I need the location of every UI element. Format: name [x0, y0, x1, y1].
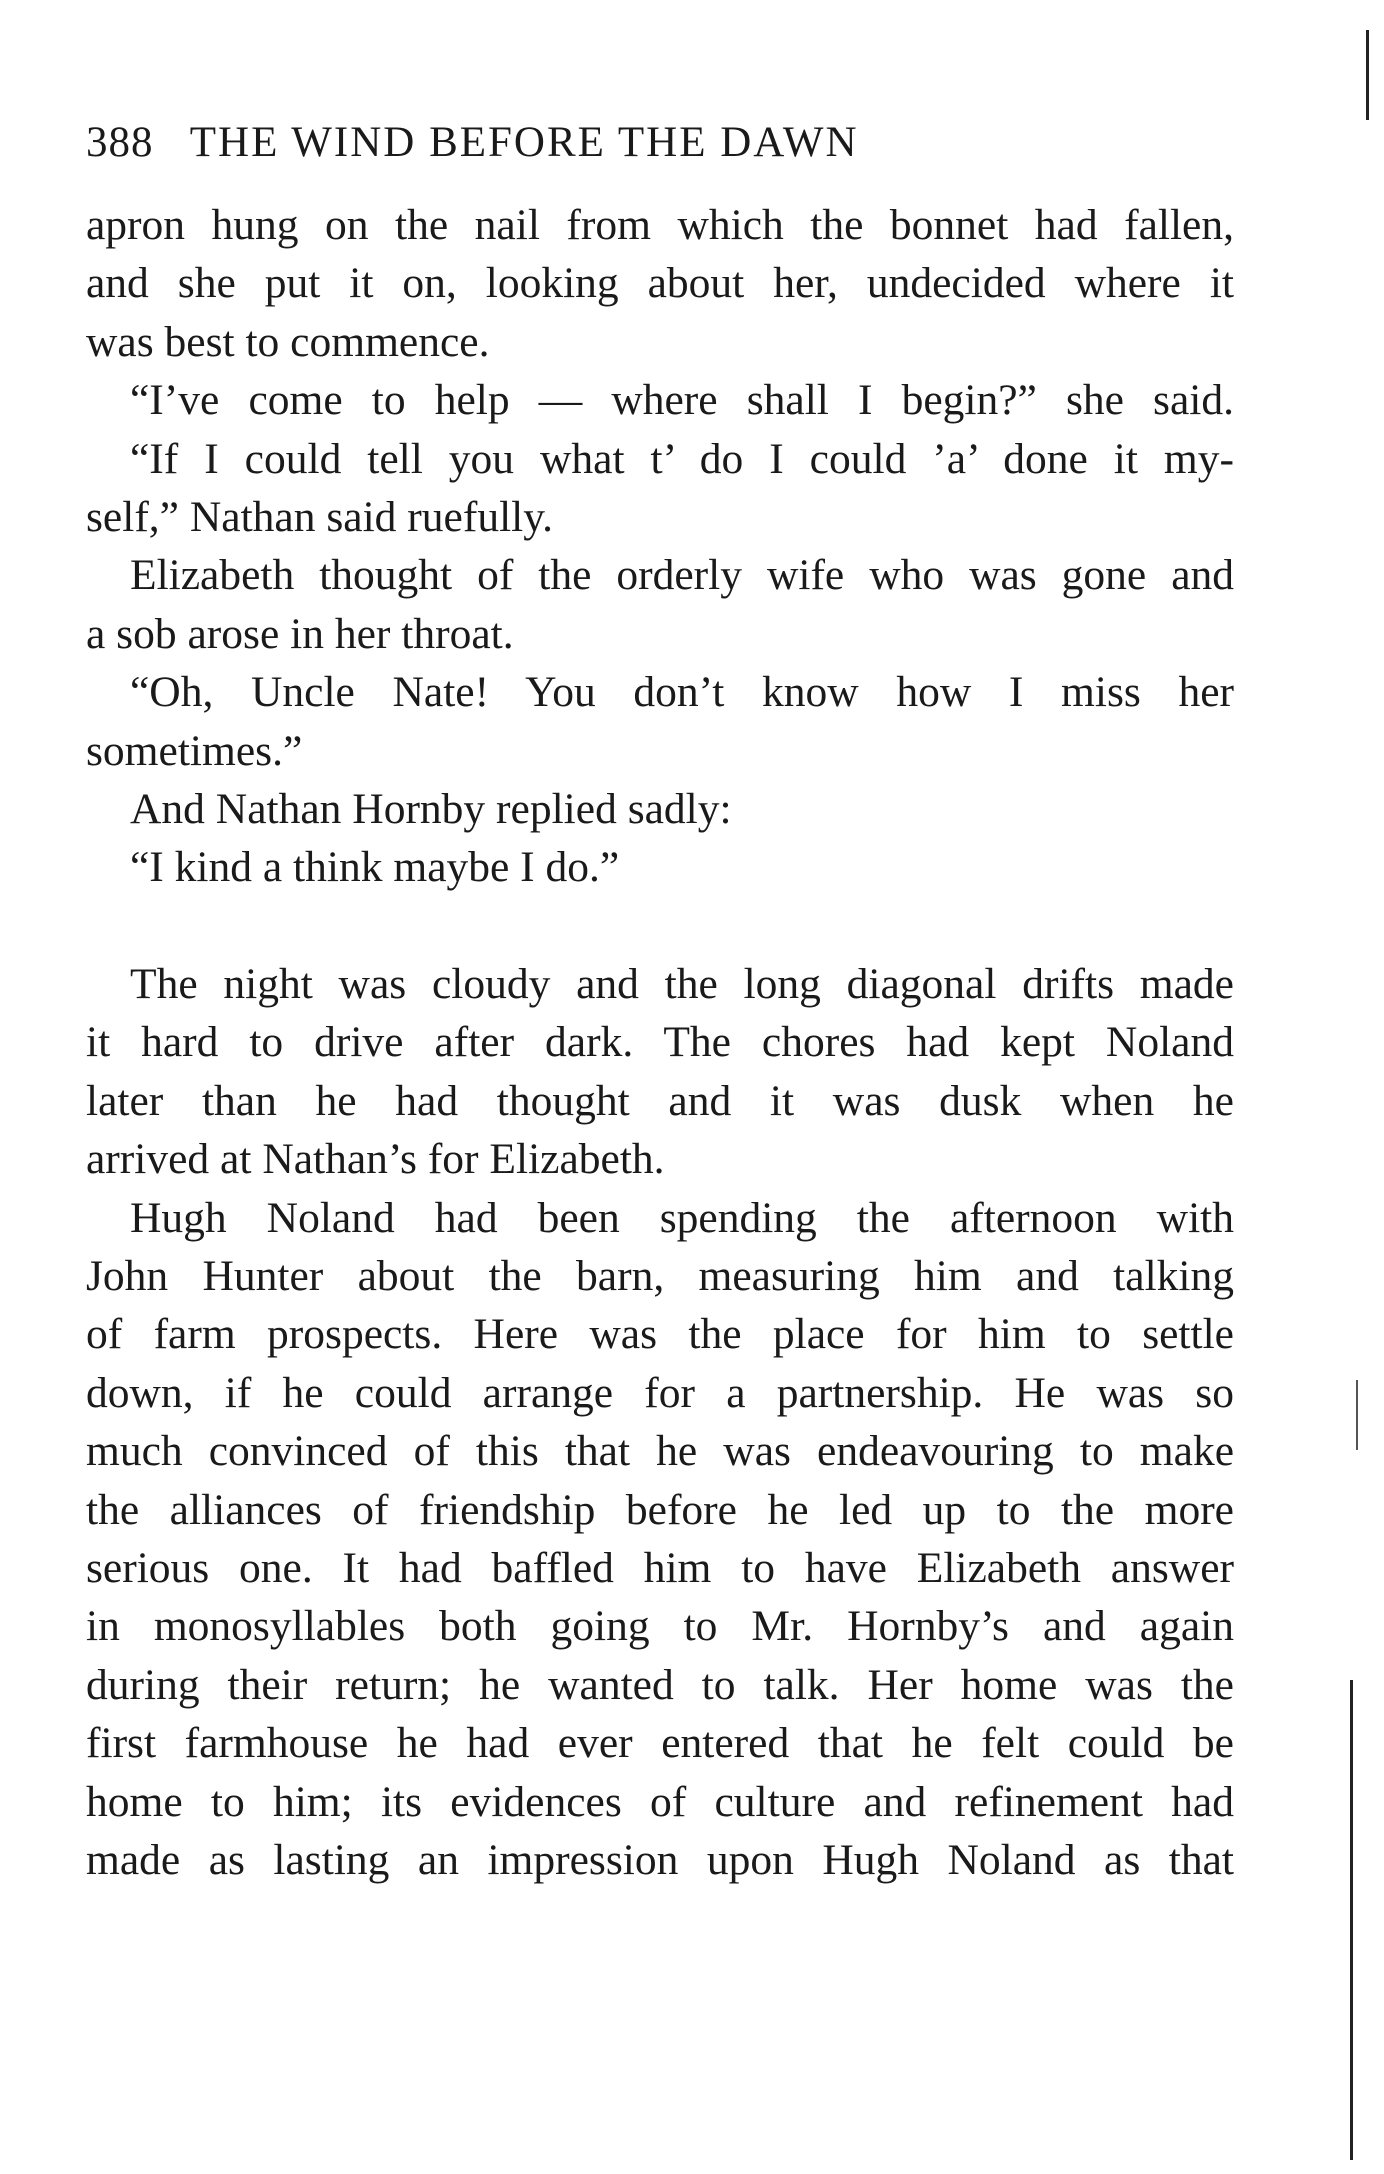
text-line: in monosyllables both going to Mr. Hornby’s and again [86, 1602, 1234, 1651]
text-line: made as lasting an impression upon Hugh Noland as that [86, 1835, 1234, 1884]
text-line: John Hunter about the barn, measuring him and talking [86, 1252, 1234, 1301]
text-line: apron hung on the nail from which the bonnet had fallen, [86, 201, 1234, 249]
text-line: “I kind a think maybe I do.” [130, 843, 620, 892]
text-line: and she put it on, looking about her, undecided where it [86, 259, 1234, 308]
body-text [86, 196, 1234, 1889]
text-line: home to him; its evidences of culture and refinement had [86, 1777, 1234, 1826]
running-title: THE WIND BEFORE THE DAWN [189, 119, 859, 166]
text-line: of farm prospects. Here was the place for him to settle [86, 1310, 1234, 1359]
text-line: “Oh, Uncle Nate! You don’t know how I miss her [130, 668, 1234, 717]
text-line: sometimes.” [86, 726, 303, 775]
text-line: Hugh Noland had been spending the afternoon with [130, 1193, 1234, 1242]
text-line: serious one. It had baffled him to have Elizabeth answer [86, 1543, 1234, 1592]
text-line: down, if he could arrange for a partnership. He was so [86, 1368, 1234, 1417]
section-break [86, 897, 1234, 955]
text-line: arrived at Nathan’s for Elizabeth. [86, 1135, 665, 1184]
text-line: The night was cloudy and the long diagonal drifts made [130, 960, 1234, 1009]
text-line: self,” Nathan said ruefully. [86, 492, 554, 541]
text-line: And Nathan Hornby replied sadly: [130, 784, 732, 833]
page-edge-line-middle [1356, 1380, 1358, 1450]
text-line: a sob arose in her throat. [86, 609, 514, 658]
text-line: much convinced of this that he was endeavouring to make [86, 1427, 1234, 1476]
text-line: “I’ve come to help — where shall I begin?” she said. [130, 376, 1234, 425]
text-line: later than he had thought and it was dusk when he [86, 1076, 1234, 1125]
text-line: “If I could tell you what t’ do I could ’a’ done it my- [130, 434, 1234, 483]
text-line: during their return; he wanted to talk. Her home was the [86, 1660, 1234, 1709]
text-line: first farmhouse he had ever entered that he felt could be [86, 1719, 1234, 1768]
text-line: the alliances of friendship before he led up to the more [86, 1485, 1234, 1534]
running-header [86, 118, 1236, 170]
text-line: Elizabeth thought of the orderly wife who was gone and [130, 551, 1234, 600]
text-line: it hard to drive after dark. The chores had kept Noland [86, 1018, 1234, 1067]
text-line: was best to commence. [86, 317, 490, 366]
page-edge-line-top [1366, 30, 1369, 120]
page-edge-line-bottom [1350, 1680, 1353, 2160]
page-number: 388 [86, 119, 154, 166]
